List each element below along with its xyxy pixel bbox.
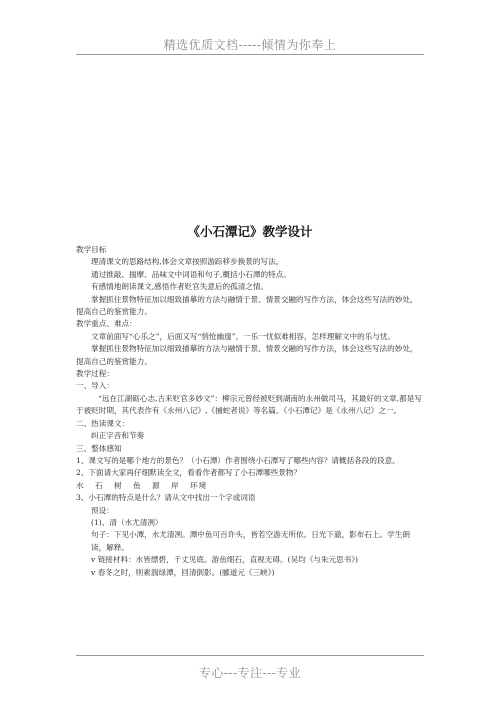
question-2-words: 水 石 树 鱼 源 岸 环境: [76, 480, 208, 490]
question-3: 3、小石潭的特点是什么？请从文中找出一个字或词语: [76, 493, 256, 503]
process-heading: 教学过程：: [76, 369, 114, 379]
section-1-heading: 一、导入：: [76, 381, 114, 391]
preview-label: 预设：: [91, 505, 114, 515]
goal-2: 通过推敲、揣摩、品味文中词语和句子,概括小石潭的特点。: [91, 269, 291, 279]
link-material-2: v 春冬之时，则素湍绿潭，回清倒影。(郦道元《三峡》): [91, 567, 275, 577]
section-2-heading: 二、热读课文：: [76, 418, 130, 428]
link-material-1: v 链接材料：水皆缥碧，千丈见底。游鱼细石，直视无碍。(吴均《与朱元思书》): [91, 555, 359, 565]
key-points-heading: 教学重点、难点：: [76, 319, 137, 329]
goals-heading: 教学目标: [76, 245, 107, 254]
goal-1: 理清课文的思路结构,体会文章按照游踪移步换景的写法。: [91, 257, 284, 267]
section-3-heading: 三、整体感知: [76, 443, 122, 453]
page-footer: 专心---专注---专业: [198, 666, 302, 680]
goal-4: 掌握抓住景物特征加以细致描摹的方法与融情于景、情景交融的写作方法，体会这些写法的妙处，提高自己的鉴赏能力。: [76, 294, 418, 317]
point-1-text: 句子：下见小潭，水尤清冽。潭中鱼可百许头，皆若空游无所依。日光下澈，影布石上。学生朗读，解释。: [91, 530, 410, 552]
document-title: 《小石潭记》教学设计: [187, 224, 313, 239]
goal-3: 有感情地朗读课文,感悟作者贬官失意后的孤清之情。: [91, 282, 269, 292]
key-point-2: 掌握抓住景物特征加以细致描摹的方法与融情于景、情景交融的写作方法，体会这些写法的妙处，提高自己的鉴赏能力。: [76, 344, 418, 366]
page-header: 精选优质文档-----倾情为你奉上: [163, 38, 337, 52]
key-point-1: 文章前面写“心乐之”，后面又写“悄怆幽邃”，一乐一忧似难相容，怎样理解文中的乐与忧。: [91, 331, 396, 341]
document-body: [76, 244, 424, 579]
section-2-body: 纠正字音和节奏: [91, 431, 145, 441]
question-1: 1、课文写的是哪个地方的景色？（小石潭）作者围绕小石潭写了哪些内容？请概括各段的段意。: [76, 455, 400, 465]
point-1-heading: (1)、清（水尤清冽）: [91, 517, 163, 527]
header-divider: [76, 54, 424, 55]
footer-divider: [76, 655, 424, 656]
question-2: 2、下面请大家再仔细默读全文，看看作者都写了小石潭哪些景物？: [76, 468, 302, 478]
section-1-body: “远在江湖砺心志,古来贬官多妙文”：柳宗元曾经被贬到湖南的永州做司马，其最好的文章,都是写于被贬时期，其代表作有《永州八记》,《捕蛇者说》等名篇。《小石潭记》是《永州八记》之一。: [76, 393, 422, 416]
